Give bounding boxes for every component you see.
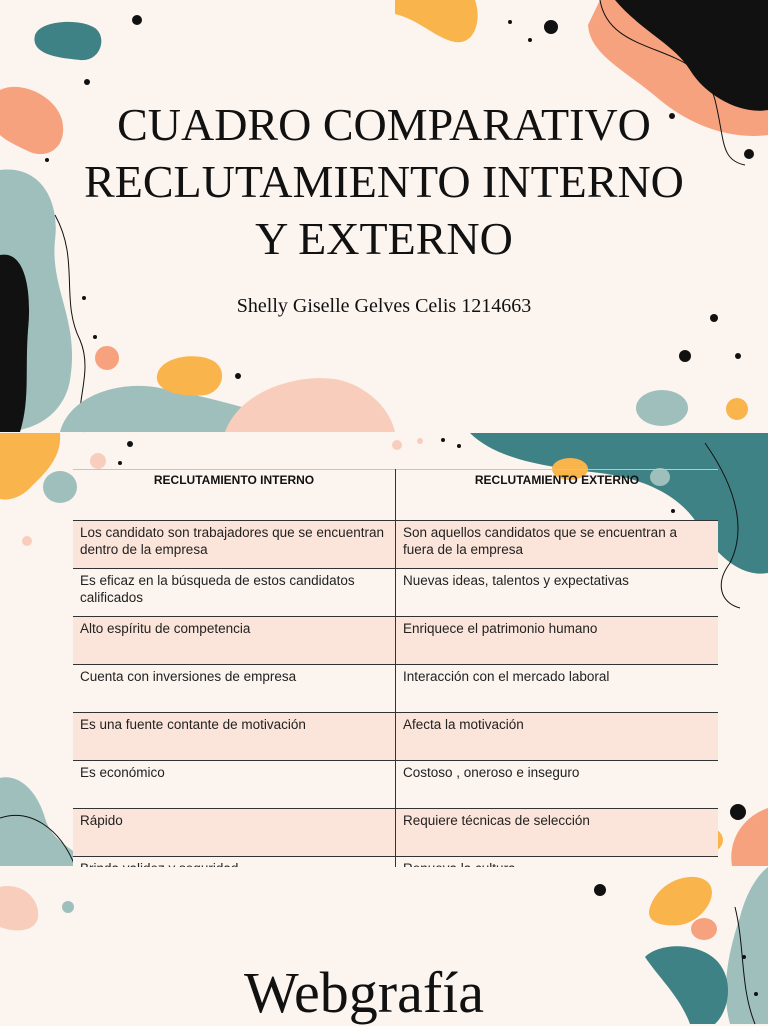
comparison-table [73,469,718,894]
cell-internal: Rápido [73,809,396,857]
cell-internal: Es económico [73,761,396,809]
table-row [73,761,718,809]
slide-title [40,96,728,267]
cell-internal: Los candidato son trabajadores que se encuentran dentro de la empresa [73,521,396,569]
header-internal: RECLUTAMIENTO INTERNO [73,469,396,521]
bibliography-slide [0,867,768,1024]
table-header-row [73,469,718,521]
header-external: RECLUTAMIENTO EXTERNO [396,469,719,521]
cell-internal: Cuenta con inversiones de empresa [73,665,396,713]
cell-internal: Es eficaz en la búsqueda de estos candidatos calificados [73,569,396,617]
author-name: Shelly Giselle Gelves Celis 1214663 [236,295,532,317]
table-row [73,809,718,857]
cell-external: Son aquellos candidatos que se encuentran a fuera de la empresa [396,521,719,569]
cell-external: Requiere técnicas de selección [396,809,719,857]
comparison-slide [0,433,768,866]
cell-external: Nuevas ideas, talentos y expectativas [396,569,719,617]
cell-external: Interacción con el mercado laboral [396,665,719,713]
title-line-2: RECLUTAMIENTO INTERNO [84,156,684,207]
cell-internal: Alto espíritu de competencia [73,617,396,665]
table-row [73,617,718,665]
table-row [73,521,718,569]
title-slide [0,0,768,432]
table-row [73,713,718,761]
cell-internal: Es una fuente contante de motivación [73,713,396,761]
cell-external: Afecta la motivación [396,713,719,761]
title-line-1: CUADRO COMPARATIVO [117,99,651,150]
cell-external: Costoso , oneroso e inseguro [396,761,719,809]
table-row [73,665,718,713]
bibliography-title: Webgrafía [243,960,485,1025]
table-row [73,569,718,617]
title-line-3: Y EXTERNO [255,213,513,264]
cell-external: Enriquece el patrimonio humano [396,617,719,665]
